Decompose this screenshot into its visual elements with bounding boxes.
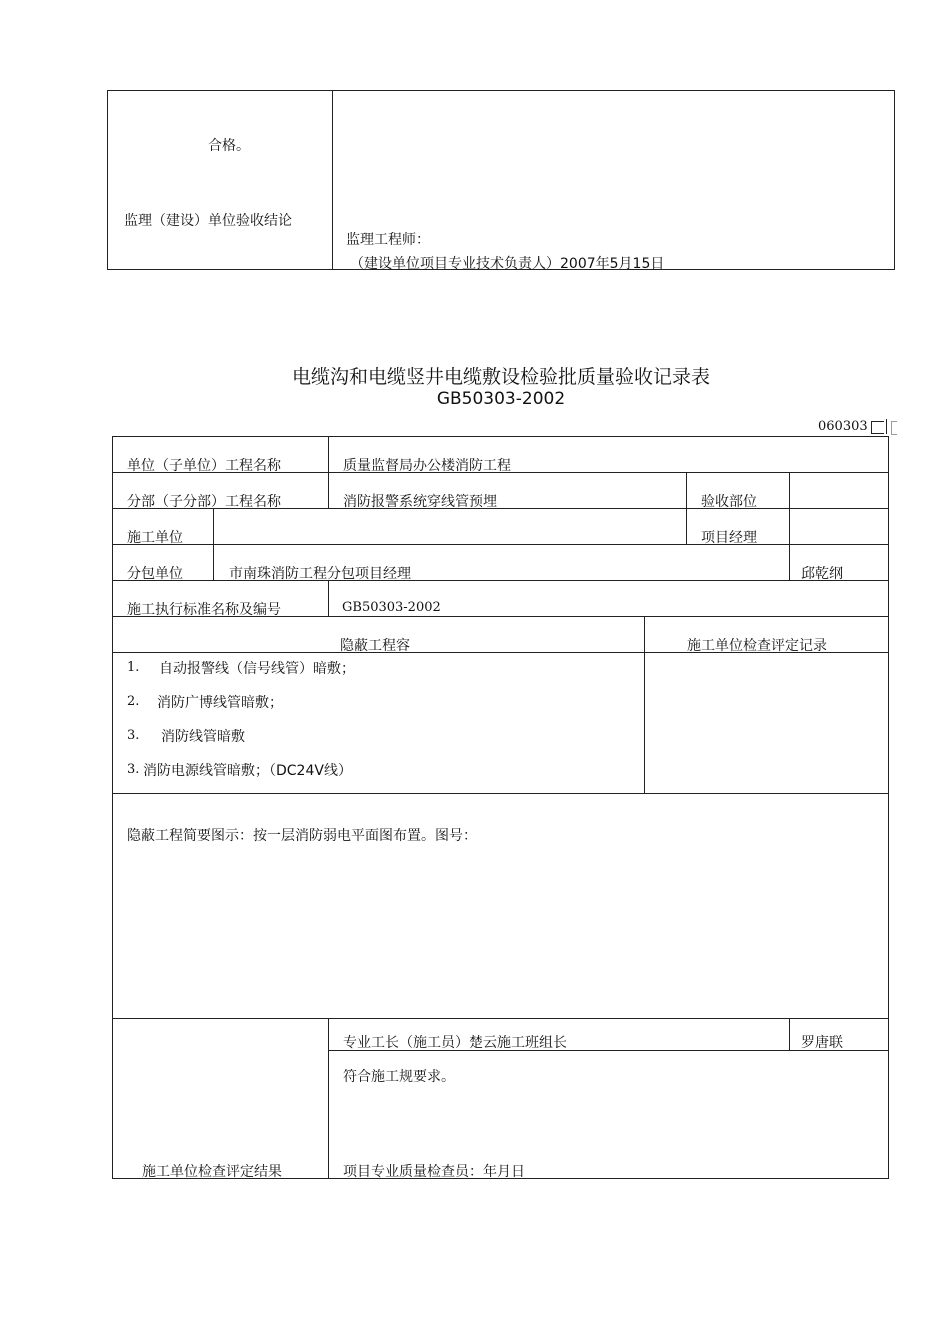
- sub-project-label: 分部（子分部）工程名称: [127, 494, 281, 510]
- form-number: 060303: [818, 419, 868, 434]
- checkbox-mark: [871, 421, 884, 434]
- inspection-result-label: 施工单位检查评定结果: [142, 1164, 282, 1180]
- supervising-engineer-label: 监理工程师：: [346, 232, 430, 248]
- list-item: 消防广博线管暗敷；: [157, 695, 283, 711]
- standard-label: 施工执行标准名称及编号: [127, 602, 281, 618]
- sub-project-value: 消防报警系统穿线管预埋: [343, 494, 497, 510]
- unit-name-value: 质量监督局办公楼消防工程: [343, 458, 511, 474]
- signoff-date-line: （建设单位项目专业技术负责人）2007年5月15日: [350, 256, 665, 272]
- unit-name-label: 单位（子单位）工程名称: [127, 458, 281, 474]
- list-item-number: 3.: [127, 728, 140, 743]
- list-item-number: 1.: [127, 660, 140, 675]
- list-item: 消防电源线管暗敷；（DC24V线）: [143, 763, 352, 779]
- inspection-record-header: 施工单位检查评定记录: [687, 638, 827, 654]
- checkbox-mark-2: [886, 419, 887, 434]
- quality-inspector-label: 项目专业质量检查员：年月日: [343, 1164, 525, 1180]
- foreman-label: 专业工长（施工员）楚云施工班组长: [343, 1035, 567, 1051]
- supervision-conclusion-label: 监理（建设）单位验收结论: [124, 213, 292, 229]
- sub-pm-name: 邱乾纲: [801, 566, 843, 582]
- standard-code: GB50303-2002: [436, 389, 566, 409]
- list-item-number: 2.: [127, 694, 140, 709]
- standard-value: GB50303-2002: [342, 600, 441, 615]
- qualified-text: 合格。: [208, 138, 250, 154]
- document-title: 电缆沟和电缆竖井电缆敷设检验批质量验收记录表: [291, 366, 710, 388]
- subcontractor-label: 分包单位: [127, 566, 183, 582]
- contractor-label: 施工单位: [127, 530, 183, 546]
- checkbox-mark-3: [891, 421, 897, 435]
- project-manager-label: 项目经理: [701, 530, 757, 546]
- hidden-works-header: 隐蔽工程容: [340, 638, 410, 654]
- list-item-number: 3.: [127, 762, 140, 777]
- acceptance-part-label: 验收部位: [701, 494, 757, 510]
- foreman-name: 罗唐联: [801, 1035, 843, 1051]
- list-item: 自动报警线（信号线管）暗敷；: [159, 661, 355, 677]
- subcontractor-value: 市南珠消防工程分包项目经理: [229, 566, 411, 582]
- list-item: 消防线管暗敷: [161, 729, 245, 745]
- diagram-note: 隐蔽工程简要图示：按一层消防弱电平面图布置。图号：: [127, 828, 477, 844]
- compliance-text: 符合施工规要求。: [343, 1069, 455, 1085]
